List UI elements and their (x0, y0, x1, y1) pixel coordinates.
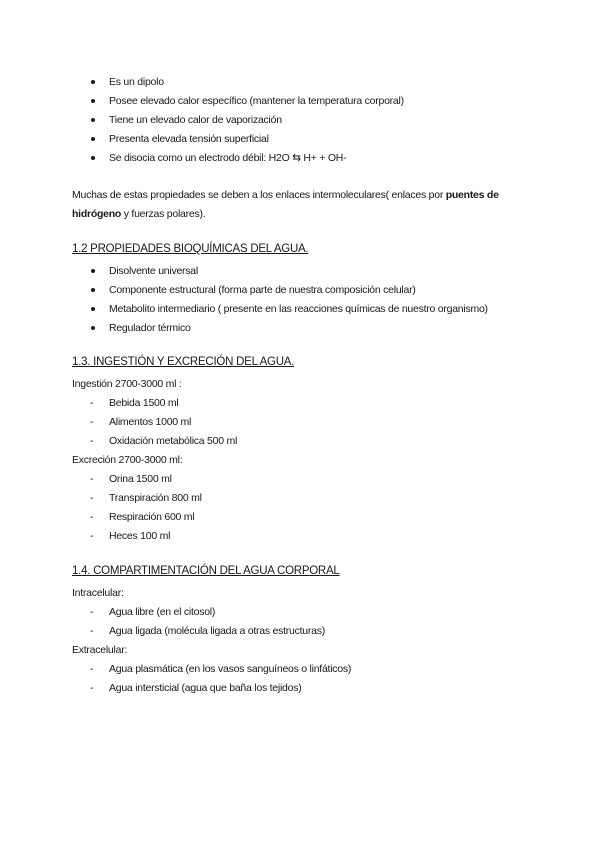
list-item: - Orina 1500 ml (109, 472, 172, 486)
list-item: - Oxidación metabólica 500 ml (109, 434, 237, 448)
list-item: - Agua intersticial (agua que baña los tejidos) (109, 681, 301, 695)
paragraph-bold-text: puentes de hidrógeno (72, 189, 499, 220)
list-item: - Alimentos 1000 ml (109, 415, 191, 429)
list-item: Se disocia como un electrodo débil: H2O ⇆ H+ + OH- (109, 152, 347, 164)
section-heading-1-3: 1.3. INGESTIÓN Y EXCRECIÓN DEL AGUA. (72, 356, 295, 368)
list-item: - Agua libre (en el citosol) (109, 605, 215, 619)
paragraph-text: Muchas de estas propiedades se deben a los enlaces intermoleculares( enlaces por (72, 189, 446, 201)
paragraph-text-end: y fuerzas polares). (121, 208, 206, 220)
extracellular-label: Extracelular: (72, 644, 128, 656)
excretion-label: Excreción 2700-3000 ml: (72, 454, 183, 466)
list-item: Posee elevado calor específico (mantener la temperatura corporal) (109, 95, 404, 107)
list-item: Metabolito intermediario ( presente en las reacciones químicas de nuestro organismo) (109, 303, 488, 315)
section-heading-1-2: 1.2 PROPIEDADES BIOQUÍMICAS DEL AGUA. (72, 243, 309, 255)
ingestion-label: Ingestión 2700-3000 ml : (72, 378, 182, 390)
list-item: - Respiración 600 ml (109, 510, 194, 524)
list-item: - Bebida 1500 ml (109, 396, 178, 410)
list-item: Componente estructural (forma parte de nuestra composición celular) (109, 284, 416, 296)
list-item: - Heces 100 ml (109, 529, 170, 543)
section-heading-1-4: 1.4. COMPARTIMENTACIÓN DEL AGUA CORPORAL (72, 565, 340, 577)
list-item: Es un dipolo (109, 76, 164, 88)
list-item: - Agua ligada (molécula ligada a otras estructuras) (109, 624, 325, 638)
properties-paragraph (72, 186, 532, 224)
list-item: Disolvente universal (109, 265, 198, 277)
list-item: Regulador térmico (109, 322, 191, 334)
list-item: - Transpiración 800 ml (109, 491, 202, 505)
list-item: Presenta elevada tensión superficial (109, 133, 269, 145)
intracellular-label: Intracelular: (72, 587, 124, 599)
list-item: Tiene un elevado calor de vaporización (109, 114, 282, 126)
list-item: - Agua plasmática (en los vasos sanguíneos o linfáticos) (109, 662, 351, 676)
